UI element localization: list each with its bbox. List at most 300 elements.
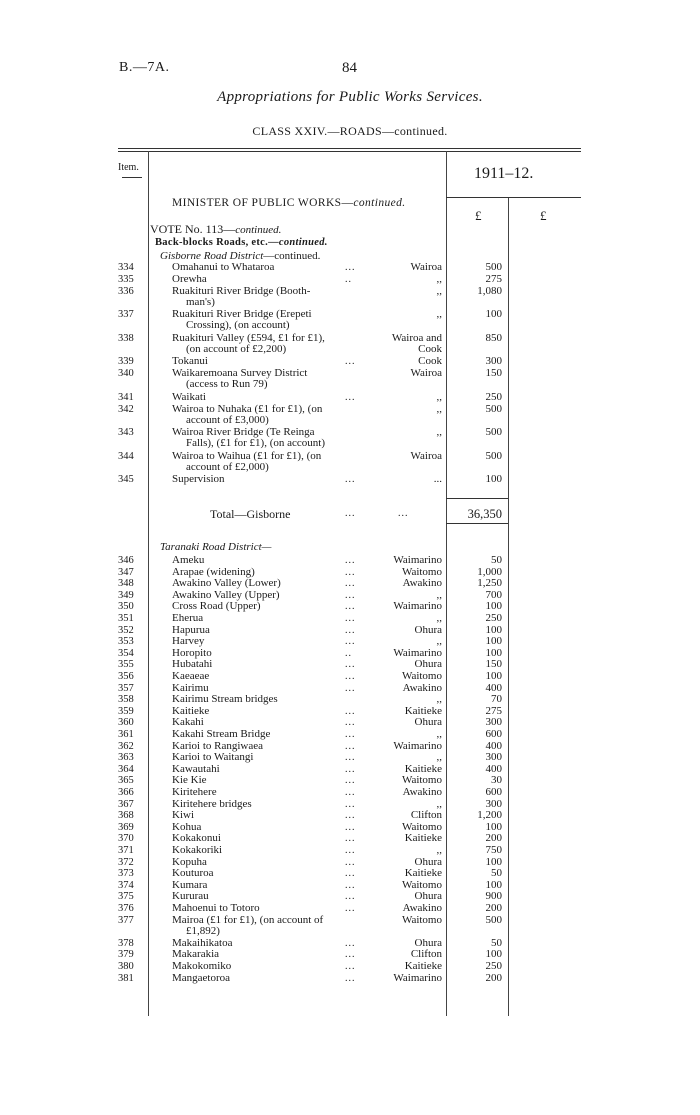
description-line-1: Makokomiko [172,960,232,972]
item-number: 377 [118,914,134,926]
gisborne-total-leader-1: ... [345,508,356,519]
electoral-district [405,833,442,844]
leader-dots: ... [345,879,356,891]
item-amount: 150 [485,658,502,671]
item-amount: 600 [485,786,502,798]
description-line-1: Kakahi [172,716,204,729]
district-line-1: ,, [436,272,442,285]
description-line-1: Tokanui [172,355,208,368]
item-description [172,309,312,331]
district-line-1: Waitomo [401,913,442,926]
item-description [172,729,270,740]
item-description [172,590,280,601]
electoral-district [392,333,442,355]
electoral-district [415,625,443,636]
leader-dots: ... [345,740,356,752]
leader-dots: ... [345,937,356,949]
item-description [172,451,321,473]
item-description [172,636,204,647]
district-line-1: Kaitieke [404,832,442,845]
item-amount: 300 [485,355,502,368]
electoral-district [393,973,442,984]
back-blocks-heading-continued: continued. [278,237,328,248]
description-line-1: Kohua [172,820,202,833]
description-line-1: Eherua [172,612,204,624]
district-line-1: ,, [436,844,442,856]
leader-dots: ... [345,949,356,961]
electoral-district [437,729,443,740]
item-number: 350 [118,601,134,613]
district-line-1: ,, [436,426,442,439]
leader-dots: ... [345,624,356,636]
district-line-1: Cook [418,355,442,368]
description-line-1: Kiritehere [172,786,217,798]
item-amount: 50 [491,554,502,566]
item-amount: 100 [485,878,502,891]
item-amount: 30 [491,774,502,787]
item-number: 374 [118,879,134,891]
gisborne-total-leader-2: ... [398,508,409,519]
item-amount: 250 [485,390,502,403]
item-amount: 700 [485,588,502,601]
currency-symbol-1: £ [475,208,482,223]
item-amount: 275 [485,704,502,717]
description-line-2: account of £2,000) [186,460,269,473]
district-line-2: Cook [418,342,442,355]
electoral-district [393,741,442,752]
district-line-1: Ohura [414,623,442,636]
district-line-1: Awakino [402,681,442,694]
electoral-district [434,474,442,485]
electoral-district [411,368,443,379]
item-number: 358 [118,694,134,706]
item-amount: 300 [485,797,502,810]
leader-dots: ... [345,763,356,775]
minister-heading [172,197,406,209]
description-line-1: Waikaremoana Survey District [172,367,308,380]
item-description [172,286,310,308]
leader-dots: ... [345,636,356,648]
description-line-1: Wairoa to Waihua (£1 for £1), (on [172,449,322,462]
description-line-1: Mahoenui to Totoro [172,902,260,914]
item-amount: 500 [485,913,502,926]
description-line-1: Orewha [172,272,207,285]
table-top-rule-inner [118,151,581,152]
district-line-1: ,, [436,402,442,415]
electoral-district [402,567,442,578]
description-line-1: Kiritehere bridges [172,797,252,810]
electoral-district [411,810,442,821]
description-line-1: Waikati [172,390,206,403]
district-line-1: Wairoa [410,449,442,462]
item-column-rule [148,151,149,1016]
item-number: 337 [118,309,134,321]
leader-dots: .. [345,273,352,285]
leader-dots: ... [345,903,356,914]
item-description [172,555,204,566]
district-line-1: ,, [436,588,442,601]
district-line-1: Waimarino [393,971,442,984]
description-line-1: Kopuha [172,855,207,868]
description-line-2: (access to Run 79) [186,378,268,391]
item-amount: 275 [485,272,502,285]
description-line-2: account of £3,000) [186,413,269,426]
electoral-district [415,717,443,728]
electoral-district [437,799,443,810]
district-line-1: Kaitieke [404,704,442,717]
item-description [172,880,207,891]
item-amount: 300 [485,751,502,764]
item-amount: 100 [485,623,502,636]
item-number: 371 [118,845,134,856]
item-description [172,625,210,636]
electoral-district [437,845,443,856]
item-description [172,613,203,624]
item-amount: 100 [485,820,502,833]
description-line-1: Makaihikatoa [172,936,233,949]
item-amount: 400 [485,739,502,752]
item-amount: 600 [485,728,502,740]
district-line-1: Waitomo [401,820,442,833]
description-line-2: (on account of £2,200) [186,342,287,355]
item-amount: 100 [485,855,502,868]
back-blocks-heading-text: Back-blocks Roads, etc.— [155,237,279,248]
vote-heading-continued: continued. [235,224,282,236]
district-line-1: ... [433,473,442,486]
item-amount: 70 [491,693,502,706]
description-line-1: Kumara [172,878,208,891]
item-header-underline [122,177,142,178]
district-line-1: ,, [436,308,442,321]
district-line-1: ,, [436,612,442,624]
description-line-1: Mangaetoroa [172,971,231,984]
electoral-district [402,915,442,926]
item-amount: 500 [485,261,502,273]
leader-dots: ... [345,705,356,717]
class-heading: CLASS XXIV.—ROADS—continued. [252,124,448,138]
item-number: 344 [118,450,134,462]
leader-dots: ... [345,671,356,682]
item-amount: 850 [485,331,502,344]
leader-dots: ... [345,729,356,740]
item-number: 351 [118,613,134,624]
electoral-district [415,659,443,670]
description-line-1: Kokakonui [172,832,221,845]
description-line-1: Awakino Valley (Lower) [172,577,281,590]
description-line-1: Karioi to Waitangi [172,751,254,764]
leader-dots: ... [345,578,356,590]
item-description [172,333,325,355]
item-number: 335 [118,273,134,285]
leader-dots: ... [345,821,356,833]
item-description [172,578,281,589]
description-line-1: Wairoa River Bridge (Te Reinga [172,426,315,439]
item-amount: 100 [485,646,502,659]
electoral-district [411,262,443,273]
description-line-1: Ameku [172,554,205,566]
electoral-district [405,868,442,879]
item-number: 348 [118,578,134,590]
district-line-1: Ohura [414,890,442,903]
item-description [172,741,263,752]
item-description [172,961,231,972]
item-description [172,368,307,390]
item-description [172,392,206,403]
item-amount: 400 [485,681,502,694]
description-line-1: Mairoa (£1 for £1), (on account of [172,913,324,926]
item-number: 361 [118,729,134,740]
leader-dots: ... [345,391,356,403]
electoral-district [411,949,442,960]
description-line-1: Kairimu Stream bridges [172,693,278,706]
item-number: 342 [118,403,134,415]
item-number: 360 [118,717,134,729]
description-line-1: Makarakia [172,948,220,961]
description-line-1: Karioi to Rangiwaea [172,739,264,752]
description-line-1: Kiwi [172,809,194,822]
item-amount: 100 [485,600,502,613]
item-number: 338 [118,332,134,344]
electoral-district [437,309,443,320]
item-number: 353 [118,636,134,648]
description-line-2: man's) [186,295,215,308]
electoral-district [437,752,443,763]
electoral-district [405,764,442,775]
item-description [172,822,201,833]
electoral-district [437,392,443,403]
leader-dots: ... [345,682,356,694]
electoral-district [415,891,443,902]
district-line-1: Waitomo [401,774,442,787]
electoral-district [415,938,443,949]
minister-heading-continued: continued. [353,197,406,209]
item-amount: 100 [485,308,502,321]
description-line-1: Kaitieke [172,704,210,717]
district-line-1: Wairoa [410,261,442,273]
back-blocks-heading [155,237,328,248]
district-line-1: Clifton [410,809,442,822]
item-number: 370 [118,833,134,845]
item-number: 356 [118,671,134,682]
item-number: 366 [118,787,134,798]
electoral-district [393,601,442,612]
district-line-1: Kaitieke [404,867,442,880]
item-number: 339 [118,356,134,368]
gisborne-heading-text: Gisborne Road District [160,250,264,262]
district-line-1: ,, [436,728,442,740]
item-amount: 500 [485,426,502,439]
item-amount: 50 [491,936,502,949]
item-column-header: Item. [118,162,139,173]
leader-dots: .. [345,647,352,659]
leader-dots: ... [345,601,356,613]
item-description [172,799,252,810]
item-number: 375 [118,891,134,903]
item-number: 355 [118,659,134,671]
item-amount: 750 [485,844,502,856]
item-description [172,474,225,485]
item-number: 376 [118,903,134,914]
item-description [172,752,253,763]
leader-dots: ... [345,868,356,880]
description-line-1: Kaeaeae [172,670,210,682]
leader-dots: ... [345,798,356,810]
leader-dots: ... [345,891,356,903]
leader-dots: ... [345,961,356,972]
district-line-1: Waimarino [393,739,442,752]
item-description [172,857,207,868]
item-description [172,868,214,879]
leader-dots: ... [345,555,356,566]
amount-column-mid-rule [508,197,509,1016]
electoral-district [402,880,442,891]
item-number: 340 [118,368,134,380]
leader-dots: ... [345,589,356,601]
item-amount: 900 [485,890,502,903]
electoral-district [437,613,443,624]
description-line-2: Crossing), (on account) [186,319,290,332]
description-line-1: Ruakituri Valley (£594, £1 for £1), [172,331,325,344]
leader-dots: ... [345,972,356,984]
district-line-1: Waitomo [401,878,442,891]
item-number: 365 [118,775,134,787]
item-description [172,706,209,717]
item-number: 357 [118,682,134,694]
description-line-1: Kokakoriki [172,844,223,856]
electoral-district [402,775,442,786]
description-line-1: Awakino Valley (Upper) [172,588,280,601]
electoral-district [393,555,442,566]
item-description [172,601,261,612]
item-amount: 1,080 [477,284,502,297]
district-line-1: Waitomo [401,565,442,578]
item-description [172,787,217,798]
district-line-1: Kaitieke [404,762,442,775]
description-line-1: Hubatahi [172,658,213,671]
description-line-1: Kie Kie [172,774,207,787]
year-underline-rule [446,197,581,198]
item-description [172,648,212,659]
leader-dots: ... [345,474,356,486]
item-description [172,683,209,694]
description-line-1: Cross Road (Upper) [172,600,261,613]
electoral-district [402,671,442,682]
gisborne-total-amount: 36,350 [467,507,502,521]
document-reference: B.—7A. [119,60,170,75]
item-number: 352 [118,624,134,636]
item-number: 373 [118,868,134,880]
district-line-1: ,, [436,284,442,297]
item-amount: 150 [485,367,502,380]
item-description [172,717,204,728]
leader-dots: ... [345,717,356,729]
description-line-1: Kairimu [172,681,209,694]
description-line-1: Ruakituri River Bridge (Erepeti [172,308,312,321]
item-amount: 1,250 [477,577,502,590]
item-number: 359 [118,705,134,717]
item-amount: 50 [491,867,502,880]
item-amount: 100 [485,948,502,961]
description-line-1: Arapae (widening) [172,565,255,578]
item-description [172,810,194,821]
total-top-rule [446,498,508,499]
electoral-district [403,683,442,694]
item-description [172,262,274,273]
district-line-1: Waimarino [393,646,442,659]
description-line-1: Kakahi Stream Bridge [172,728,271,740]
item-number: 368 [118,810,134,822]
district-line-1: Waimarino [393,554,442,566]
leader-dots: ... [345,262,356,273]
leader-dots: ... [345,856,356,868]
district-line-1: Awakino [402,786,442,798]
item-description [172,775,207,786]
item-number: 349 [118,589,134,601]
description-line-1: Harvey [172,635,205,648]
item-amount: 100 [485,635,502,648]
item-description [172,938,232,949]
electoral-district [437,636,443,647]
item-description [172,833,221,844]
district-line-1: Wairoa [410,367,442,380]
total-bottom-rule [446,523,508,524]
item-number: 363 [118,752,134,764]
item-description [172,973,230,984]
electoral-district [403,903,442,914]
item-number: 336 [118,285,134,297]
vote-heading-text: VOTE No. 113— [150,222,236,236]
item-description [172,671,209,682]
amount-column-left-rule [446,151,447,1016]
district-line-1: ,, [436,751,442,764]
item-number: 372 [118,856,134,868]
item-number: 347 [118,566,134,578]
item-description [172,427,325,449]
description-line-1: Horopito [172,646,212,659]
leader-dots: ... [345,810,356,822]
item-description [172,845,222,856]
leader-dots: ... [345,833,356,845]
electoral-district [418,356,442,367]
item-number: 378 [118,937,134,949]
vote-heading [150,222,281,237]
item-number: 345 [118,474,134,486]
electoral-district [405,706,442,717]
item-description [172,659,212,670]
taranaki-district-heading: Taranaki Road District— [160,541,272,553]
description-line-2: £1,892) [186,924,220,937]
leader-dots: ... [345,787,356,798]
item-amount: 200 [485,971,502,984]
electoral-district [437,694,443,705]
description-line-1: Kawautahi [172,762,220,775]
electoral-district [437,286,443,297]
item-number: 364 [118,763,134,775]
item-number: 334 [118,262,134,273]
leader-dots: ... [345,752,356,764]
electoral-district [437,590,443,601]
item-number: 343 [118,427,134,439]
description-line-1: Hapurua [172,623,210,636]
district-line-1: Wairoa and [391,331,442,344]
item-amount: 100 [485,670,502,682]
item-number: 369 [118,821,134,833]
district-line-1: Awakino [402,902,442,914]
district-line-1: Ohura [414,658,442,671]
district-line-1: Ohura [414,855,442,868]
item-description [172,891,209,902]
item-amount: 1,200 [477,809,502,822]
